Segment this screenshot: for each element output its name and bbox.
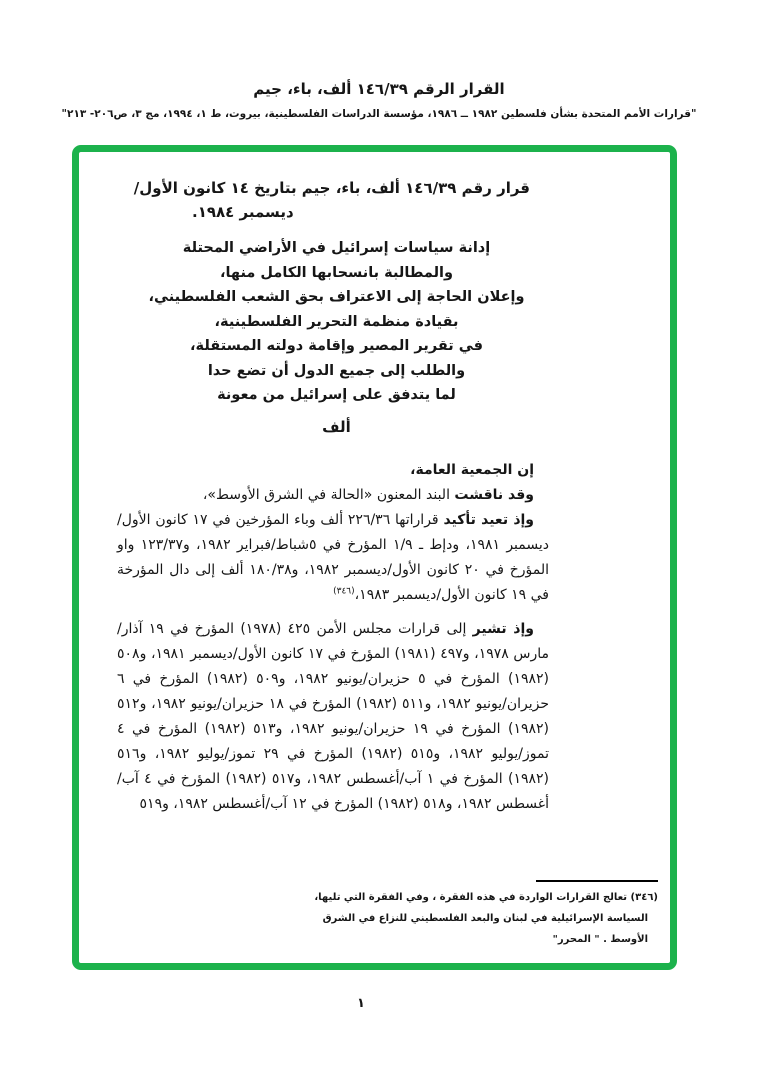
footnote-line: السياسة الإسرائيلية في لبنان والبعد الفلسطيني للنزاع في الشرق (322, 913, 648, 924)
preamble-text (117, 458, 549, 817)
preamble-paragraph (117, 483, 549, 508)
preamble-paragraph (117, 508, 549, 608)
resolution-title (133, 176, 530, 224)
subject-line: بقيادة منظمة التحرير الفلسطينية، (214, 313, 459, 330)
paragraph-lead: وإذ تشير (472, 621, 534, 637)
source-citation: "قرارات الأمم المتحدة بشأن فلسطين ١٩٨٢ ــ ١٩٨٦، مؤسسة الدراسات الفلسطينية، بيروت، ط ١، ١٩٩٤، مج ٣، ص٢٠٦- ٢١٣" (61, 108, 697, 120)
section-heading-alif: ألف (322, 418, 351, 436)
subject-line: وإعلان الحاجة إلى الاعتراف بحق الشعب الفلسطيني، (148, 289, 525, 305)
footnote-divider (536, 880, 658, 882)
resolution-border-box (72, 145, 677, 970)
subject-title-block (114, 236, 559, 408)
paragraph-lead: وإذ تعيد تأكيد (443, 512, 535, 528)
resolution-title-line2: ديسمبر ١٩٨٤. (192, 203, 294, 221)
subject-line: والطلب إلى جميع الدول أن تضع حدا (207, 362, 466, 379)
footnote (314, 887, 658, 950)
preamble-paragraph (117, 617, 549, 817)
paragraph-text: إلى قرارات مجلس الأمن ٤٢٥ (١٩٧٨) المؤرخ في ١٩ آذار/مارس ١٩٧٨، و٤٩٧ (١٩٨١) المؤرخ في ١٧ كانون الأول/ديسمبر ١٩٨١، و٥٠٨ (١٩٨٢) المؤرخ في ٥ حزيران/يونيو ١٩٨٢، و٥٠٩ (١٩٨٢) المؤرخ في ٦ حزيران/يونيو ١٩٨٢، و٥١١ (١٩٨٢) المؤرخ في ١٨ حزيران/يونيو ١٩٨٢، و٥١٢ (١٩٨٢) المؤرخ في ١٩ حزيران/يونيو ١٩٨٢، و٥١٣ (١٩٨٢) المؤرخ في ٤ تموز/يوليو ١٩٨٢، و٥١٥ (١٩٨٢) المؤرخ في ٢٩ تموز/يوليو ١٩٨٢، و٥١٦ (١٩٨٢) المؤرخ في ١ آب/أغسطس ١٩٨٢، و٥١٧ (١٩٨٢) المؤرخ في ٤ آب/أغسطس ١٩٨٢، و٥١٨ (١٩٨٢) المؤرخ في ١٢ آب/أغسطس ١٩٨٢، و٥١٩ (117, 621, 550, 812)
paragraph-lead: وقد ناقشت (454, 487, 534, 503)
page-header-title: القرار الرقم ١٤٦/٣٩ ألف، باء، جيم (253, 80, 505, 98)
page-number: ١ (357, 996, 365, 1011)
subject-line: والمطالبة بانسحابها الكامل منها، (219, 264, 454, 281)
subject-line: إدانة سياسات إسرائيل في الأراضي المحتلة (182, 240, 491, 256)
subject-line: لما يتدفق على إسرائيل من معونة (217, 387, 456, 403)
footnote-reference: (٣٤٦) (333, 586, 355, 597)
preamble-paragraph (117, 458, 549, 483)
resolution-title-line1: قرار رقم ١٤٦/٣٩ ألف، باء، جيم بتاريخ ١٤ كانون الأول/ (133, 179, 530, 197)
paragraph-text: البند المعنون «الحالة في الشرق الأوسط»، (202, 487, 455, 503)
paragraph-lead: إن الجمعية العامة، (410, 462, 534, 478)
footnote-line: (٣٤٦) تعالج القرارات الواردة في هذه الفقرة ، وفي الفقرة التي تليها، (314, 892, 658, 903)
paragraph-text: قراراتها ٢٢٦/٣٦ ألف وباء المؤرخين في ١٧ كانون الأول/ديسمبر ١٩٨١، ودإط ـ ١/٩ المؤرخ في ٥شباط/فبراير ١٩٨٢، و١٢٣/٣٧ واو المؤرخ في ٢٠ كانون الأول/ديسمبر ١٩٨٢، و١٨٠/٣٨ ألف إلى دال المؤرخة في ١٩ كانون الأول/ديسمبر ١٩٨٣، (117, 512, 549, 603)
subject-line: في تقرير المصير وإقامة دولته المستقلة، (190, 338, 483, 354)
footnote-line: الأوسط . " المحرر" (552, 934, 648, 945)
